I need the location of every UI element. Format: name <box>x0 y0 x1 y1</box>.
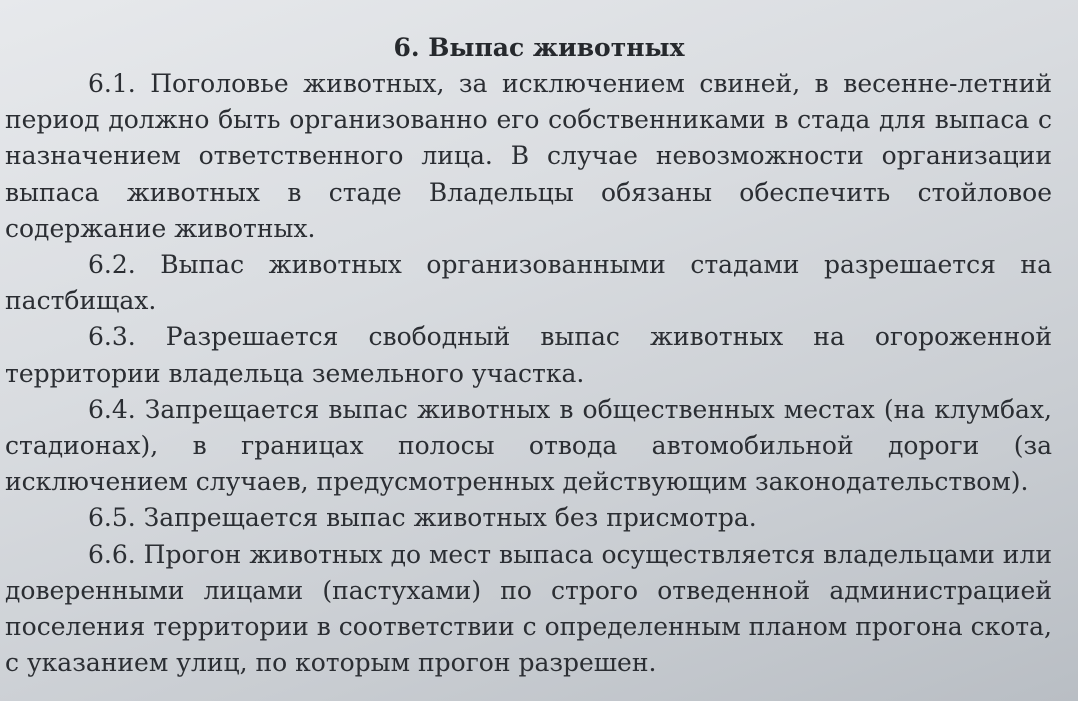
document-line: с указанием улиц, по которым прогон разрешен. <box>5 648 657 678</box>
document-line: период должно быть организованно его собственниками в стада для выпаса с <box>5 105 1052 135</box>
document-line: территории владельца земельного участка. <box>5 358 585 388</box>
section-title: 6. Выпас животных <box>393 33 685 62</box>
document-line: выпаса животных в стаде Владельцы обязаны обеспечить стойловое <box>5 177 1052 207</box>
document-line: содержание животных. <box>5 213 316 243</box>
document-line: 6.2. Выпас животных организованными стадами разрешается на <box>88 250 1052 279</box>
document-line: пастбищах. <box>5 286 157 316</box>
document-line: доверенными лицами (пастухами) по строго отведенной администрацией <box>5 575 1052 605</box>
document-line: стадионах), в границах полосы отвода автомобильной дороги (за <box>5 431 1052 460</box>
document-line: 6.5. Запрещается выпас животных без присмотра. <box>88 503 757 533</box>
document-line: исключением случаев, предусмотренных действующим законодательством). <box>5 467 1029 497</box>
document-line: поселения территории в соответствии с определенным планом прогона скота, <box>5 612 1052 641</box>
document-line: назначением ответственного лица. В случае невозможности организации <box>5 141 1052 171</box>
document-line: 6.6. Прогон животных до мест выпаса осуществляется владельцами или <box>88 539 1052 569</box>
document-line: 6.1. Поголовье животных, за исключением свиней, в весенне-летний <box>88 69 1052 98</box>
document-line: 6.4. Запрещается выпас животных в общественных местах (на клумбах, <box>88 394 1052 424</box>
document-line: 6.3. Разрешается свободный выпас животных на огороженной <box>88 322 1052 352</box>
